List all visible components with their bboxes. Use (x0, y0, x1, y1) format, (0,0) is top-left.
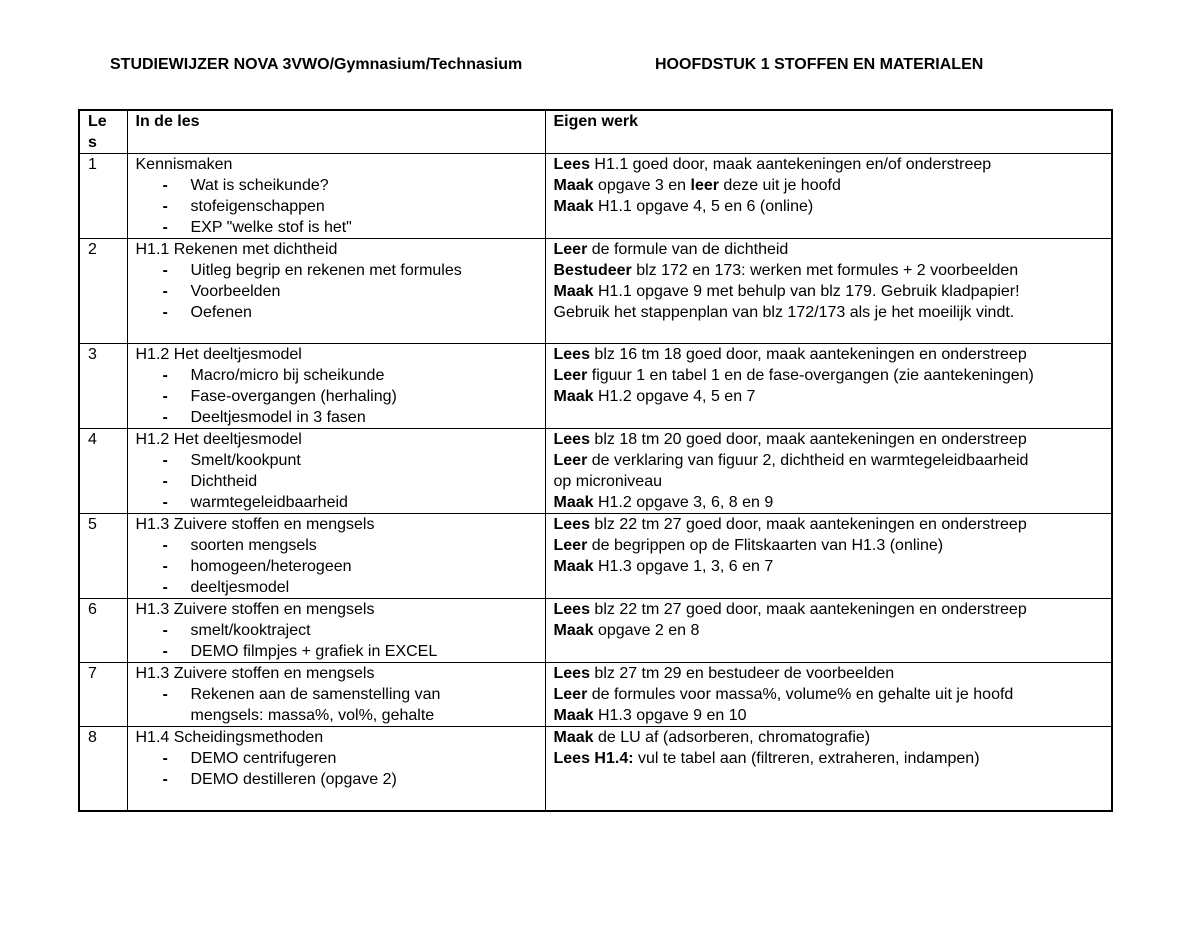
table-row (79, 663, 1112, 727)
table-row (79, 239, 1112, 344)
homework-line (554, 196, 1106, 217)
homework-verb: Leer (553, 537, 588, 554)
homework-verb: Maak (553, 622, 594, 639)
table-row (79, 727, 1112, 811)
lesson-number: 5 (79, 514, 127, 599)
homework-line (554, 386, 1106, 407)
homework-verb: Lees (553, 601, 590, 618)
lesson-number: 4 (79, 429, 127, 514)
lesson-topic: H1.3 Zuivere stoffen en mengsels (135, 601, 375, 618)
homework-text: de formules voor massa%, volume% en gehalte uit je hoofd (587, 686, 1014, 703)
in-de-les-cell (127, 663, 545, 727)
lesson-activity-item: - Smelt/kookpunt (136, 450, 539, 471)
lesson-topic: H1.4 Scheidingsmethoden (135, 729, 324, 746)
homework-verb: Leer (553, 686, 588, 703)
homework-line (554, 365, 1106, 386)
lesson-activity-item: - Oefenen (136, 302, 539, 323)
in-de-les-cell (127, 239, 545, 344)
lesson-activity-item: - Rekenen aan de samenstelling van (136, 684, 539, 705)
homework-text: de formule van de dichtheid (587, 241, 789, 258)
homework-verb: Lees H1.4: (553, 750, 634, 767)
column-header-les: Le s (79, 110, 127, 154)
table-row (79, 429, 1112, 514)
homework-verb: Maak (553, 558, 594, 575)
table-row (79, 514, 1112, 599)
in-de-les-cell (127, 727, 545, 811)
homework-line (554, 620, 1106, 641)
homework-line (554, 471, 1106, 492)
table-row (79, 154, 1112, 239)
homework-verb: Maak (553, 707, 594, 724)
lesson-activity-item: - Uitleg begrip en rekenen met formules (136, 260, 539, 281)
lesson-topic: H1.3 Zuivere stoffen en mengsels (135, 665, 375, 682)
in-de-les-cell (127, 514, 545, 599)
homework-text: H1.2 opgave 4, 5 en 7 (593, 388, 756, 405)
homework-line (554, 705, 1106, 726)
homework-line (554, 281, 1106, 302)
homework-line (554, 239, 1106, 260)
document-title: STUDIEWIJZER NOVA 3VWO/Gymnasium/Technasium (110, 56, 523, 73)
homework-text: H1.2 opgave 3, 6, 8 en 9 (593, 494, 774, 511)
homework-verb: Leer (553, 452, 588, 469)
eigen-werk-cell (545, 239, 1112, 344)
homework-verb: Leer (553, 367, 588, 384)
lesson-number: 3 (79, 344, 127, 429)
homework-verb: Bestudeer (553, 262, 632, 279)
homework-line (554, 535, 1106, 556)
homework-verb: Lees (553, 665, 590, 682)
homework-verb: Maak (553, 729, 594, 746)
column-header-in-de-les: In de les (127, 110, 545, 154)
homework-text: H1.3 opgave 1, 3, 6 en 7 (593, 558, 774, 575)
lesson-activity-item: - DEMO filmpjes + grafiek in EXCEL (136, 641, 539, 662)
lesson-activity-item: - homogeen/heterogeen (136, 556, 539, 577)
column-header-eigen-werk: Eigen werk (545, 110, 1112, 154)
homework-text: opgave 3 en (593, 177, 691, 194)
homework-verb: leer (690, 177, 719, 194)
homework-text: blz 22 tm 27 goed door, maak aantekeningen en onderstreep (589, 516, 1027, 533)
homework-line (554, 663, 1106, 684)
lesson-activity-item: - Voorbeelden (136, 281, 539, 302)
lesson-number: 8 (79, 727, 127, 811)
lesson-topic: H1.1 Rekenen met dichtheid (135, 241, 338, 258)
homework-verb: Maak (553, 283, 594, 300)
lesson-activity-item: - Fase-overgangen (herhaling) (136, 386, 539, 407)
homework-line (554, 684, 1106, 705)
chapter-title: HOOFDSTUK 1 STOFFEN EN MATERIALEN (655, 56, 984, 73)
homework-verb: Lees (553, 431, 590, 448)
lesson-activity-item: - Dichtheid (136, 471, 539, 492)
homework-line (554, 599, 1106, 620)
homework-verb: Lees (553, 156, 590, 173)
homework-text: de begrippen op de Flitskaarten van H1.3 (online) (587, 537, 944, 554)
homework-text: blz 18 tm 20 goed door, maak aantekeningen en onderstreep (589, 431, 1027, 448)
lesson-topic: H1.2 Het deeltjesmodel (135, 431, 302, 448)
homework-line (554, 175, 1106, 196)
lesson-activity-item: - soorten mengsels (136, 535, 539, 556)
homework-text: blz 16 tm 18 goed door, maak aantekeningen en onderstreep (589, 346, 1027, 363)
lesson-activity-item: - Wat is scheikunde? (136, 175, 539, 196)
homework-text: H1.1 opgave 4, 5 en 6 (online) (593, 198, 814, 215)
eigen-werk-cell (545, 429, 1112, 514)
homework-verb: Maak (553, 494, 594, 511)
eigen-werk-cell (545, 663, 1112, 727)
lesson-activity-continuation: mengsels: massa%, vol%, gehalte (190, 707, 435, 724)
homework-verb: Lees (553, 516, 590, 533)
eigen-werk-cell (545, 514, 1112, 599)
lesson-number: 6 (79, 599, 127, 663)
lesson-activity-item: - warmtegeleidbaarheid (136, 492, 539, 513)
homework-verb: Leer (553, 241, 588, 258)
homework-text: vul te tabel aan (filtreren, extraheren, indampen) (633, 750, 980, 767)
table-row (79, 599, 1112, 663)
eigen-werk-cell (545, 599, 1112, 663)
eigen-werk-cell (545, 154, 1112, 239)
lesson-number: 2 (79, 239, 127, 344)
homework-line (554, 492, 1106, 513)
lesson-activity-item: - DEMO destilleren (opgave 2) (136, 769, 539, 790)
homework-line (554, 748, 1106, 769)
lesson-activity-item: - EXP "welke stof is het" (136, 217, 539, 238)
lesson-activity-item: - Deeltjesmodel in 3 fasen (136, 407, 539, 428)
homework-text: blz 172 en 173: werken met formules + 2 voorbeelden (631, 262, 1019, 279)
homework-verb: Maak (553, 198, 594, 215)
lesson-activity-item: - smelt/kooktraject (136, 620, 539, 641)
in-de-les-cell (127, 429, 545, 514)
homework-line (554, 450, 1106, 471)
table-header-row (79, 110, 1112, 154)
homework-line (554, 514, 1106, 535)
in-de-les-cell (127, 599, 545, 663)
in-de-les-cell (127, 154, 545, 239)
homework-text: de verklaring van figuur 2, dichtheid en warmtegeleidbaarheid (587, 452, 1029, 469)
homework-text: opgave 2 en 8 (593, 622, 700, 639)
lesson-topic: Kennismaken (135, 156, 233, 173)
homework-text: Gebruik het stappenplan van blz 172/173 als je het moeilijk vindt. (553, 304, 1015, 321)
homework-text: blz 27 tm 29 en bestudeer de voorbeelden (589, 665, 895, 682)
lesson-activity-item: - DEMO centrifugeren (136, 748, 539, 769)
homework-line (554, 727, 1106, 748)
lesson-activity-item: - deeltjesmodel (136, 577, 539, 598)
homework-line (554, 302, 1106, 323)
lesson-topic: H1.3 Zuivere stoffen en mengsels (135, 516, 375, 533)
homework-text: H1.1 opgave 9 met behulp van blz 179. Gebruik kladpapier! (593, 283, 1020, 300)
lesson-topic: H1.2 Het deeltjesmodel (135, 346, 302, 363)
homework-verb: Maak (553, 177, 594, 194)
homework-text: H1.3 opgave 9 en 10 (593, 707, 747, 724)
homework-line (554, 429, 1106, 450)
homework-text: figuur 1 en tabel 1 en de fase-overgangen (zie aantekeningen) (587, 367, 1034, 384)
homework-verb: Maak (553, 388, 594, 405)
table-row (79, 344, 1112, 429)
homework-verb: Lees (553, 346, 590, 363)
homework-line (554, 154, 1106, 175)
lesson-number: 7 (79, 663, 127, 727)
in-de-les-cell (127, 344, 545, 429)
eigen-werk-cell (545, 727, 1112, 811)
study-guide-table (78, 109, 1113, 812)
homework-text: deze uit je hoofd (718, 177, 841, 194)
lesson-activity-item: - Macro/micro bij scheikunde (136, 365, 539, 386)
eigen-werk-cell (545, 344, 1112, 429)
homework-text: op microniveau (553, 473, 662, 490)
homework-text: de LU af (adsorberen, chromatografie) (593, 729, 871, 746)
homework-text: H1.1 goed door, maak aantekeningen en/of onderstreep (589, 156, 992, 173)
homework-line (554, 556, 1106, 577)
homework-text: blz 22 tm 27 goed door, maak aantekeningen en onderstreep (589, 601, 1027, 618)
homework-line (554, 260, 1106, 281)
homework-line (554, 344, 1106, 365)
lesson-number: 1 (79, 154, 127, 239)
lesson-activity-item: - stofeigenschappen (136, 196, 539, 217)
